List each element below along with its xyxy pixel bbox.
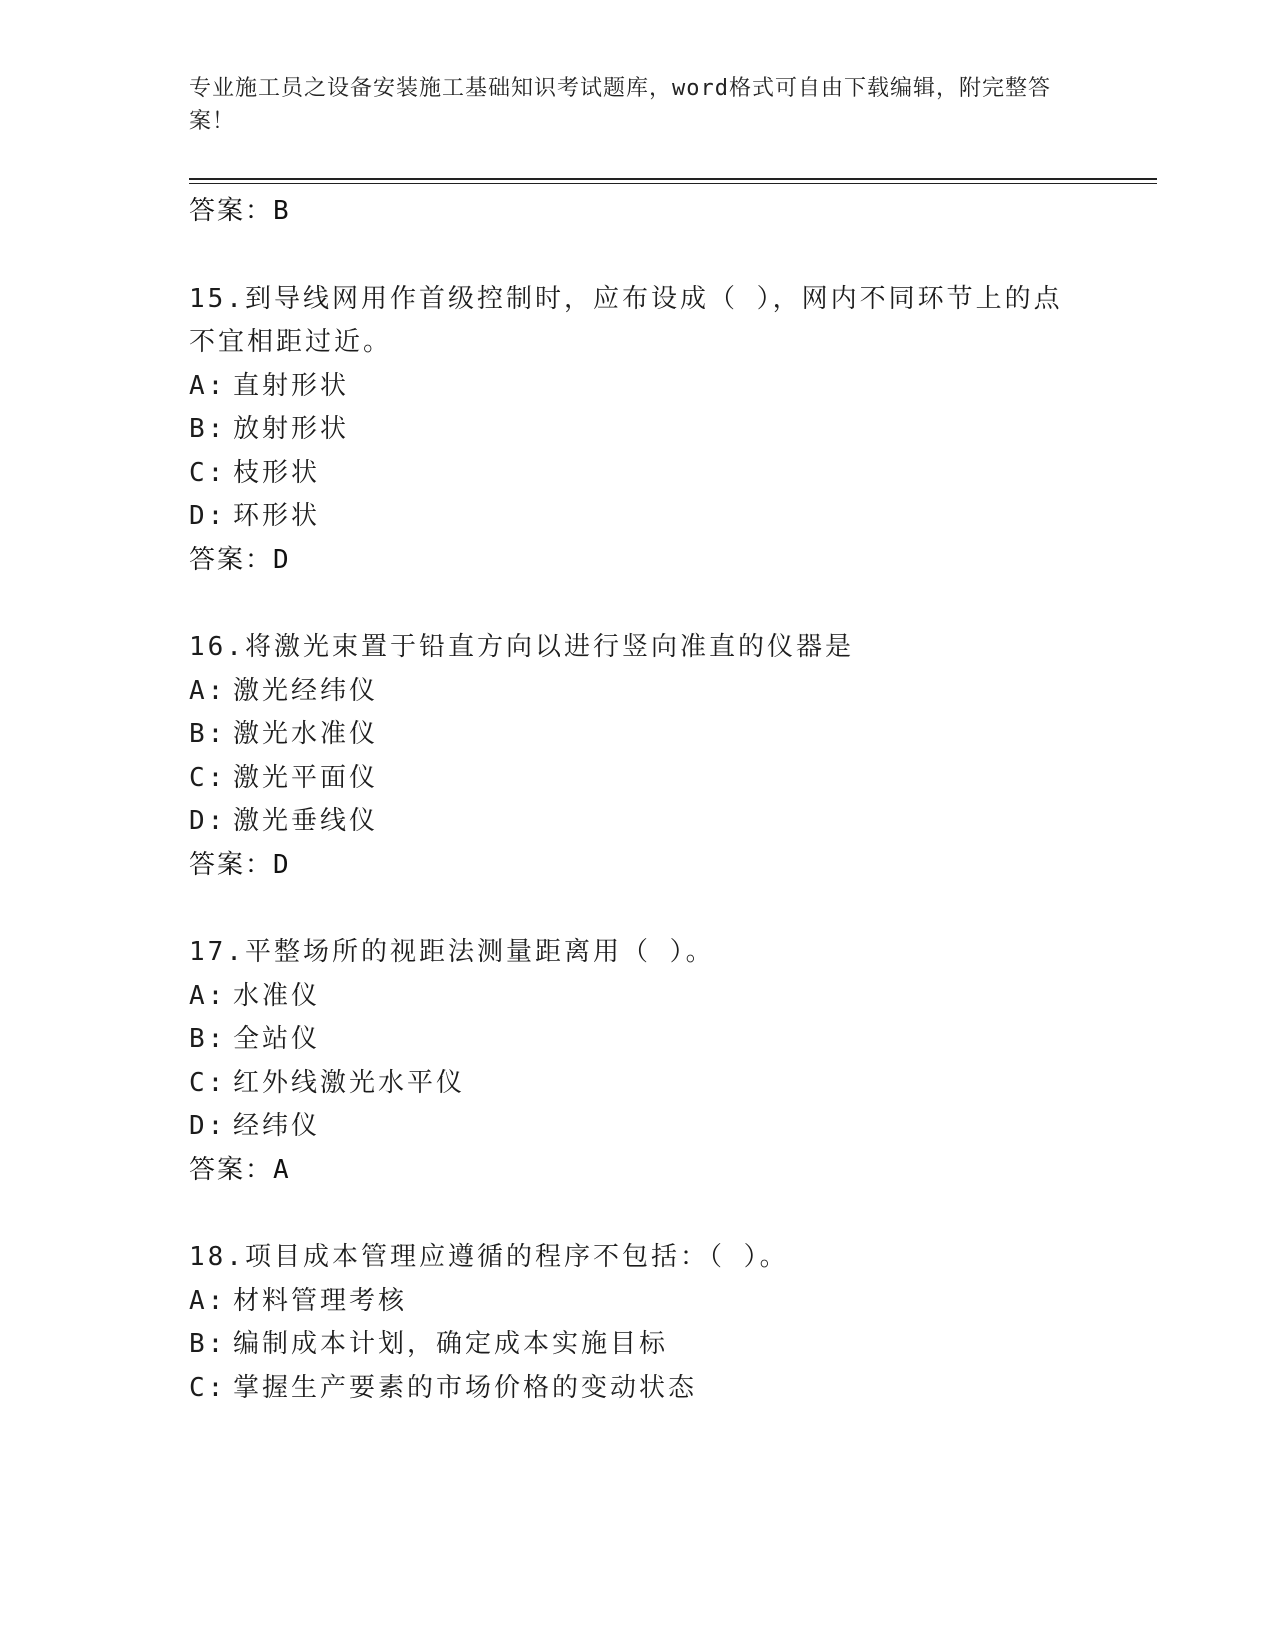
question-17-option-d bbox=[189, 1105, 320, 1142]
answer-line-15 bbox=[189, 539, 291, 576]
option-label: D: bbox=[189, 1111, 227, 1141]
question-18-line-1: 18.项目成本管理应遵循的程序不包括：（ ）。 bbox=[189, 1242, 789, 1272]
option-text: 编制成本计划，确定成本实施目标 bbox=[233, 1329, 669, 1359]
option-text: 材料管理考核 bbox=[233, 1286, 408, 1316]
question-15-option-d bbox=[189, 495, 320, 532]
question-18-option-c bbox=[189, 1367, 697, 1404]
option-label: C: bbox=[189, 763, 227, 793]
option-text: 掌握生产要素的市场价格的变动状态 bbox=[233, 1373, 698, 1403]
answer-value: B bbox=[273, 196, 291, 226]
answer-label: 答案： bbox=[189, 1155, 274, 1185]
question-15-option-b bbox=[189, 408, 349, 445]
answer-label: 答案： bbox=[189, 196, 274, 226]
question-16-option-d bbox=[189, 800, 378, 837]
option-label: A: bbox=[189, 676, 227, 706]
question-18-option-a bbox=[189, 1280, 407, 1317]
option-text: 激光平面仪 bbox=[233, 763, 379, 793]
option-label: D: bbox=[189, 501, 227, 531]
question-17-option-c bbox=[189, 1062, 465, 1099]
answer-line-14 bbox=[189, 190, 291, 227]
option-text: 枝形状 bbox=[233, 458, 321, 488]
question-15-option-c bbox=[189, 452, 320, 489]
answer-value: A bbox=[273, 1155, 291, 1185]
document-header: 专业施工员之设备安装施工基础知识考试题库，word格式可自由下载编辑，附完整答案！ bbox=[189, 76, 1051, 134]
option-label: B: bbox=[189, 719, 227, 749]
option-label: A: bbox=[189, 371, 227, 401]
question-18-option-b bbox=[189, 1323, 668, 1360]
answer-line-17 bbox=[189, 1149, 291, 1186]
option-label: B: bbox=[189, 414, 227, 444]
option-label: C: bbox=[189, 1068, 227, 1098]
option-label: D: bbox=[189, 806, 227, 836]
option-text: 水准仪 bbox=[233, 981, 321, 1011]
question-17-option-b bbox=[189, 1018, 320, 1055]
answer-label: 答案： bbox=[189, 850, 274, 880]
question-16-option-a bbox=[189, 670, 378, 707]
answer-value: D bbox=[273, 850, 291, 880]
option-text: 激光水准仪 bbox=[233, 719, 379, 749]
option-label: A: bbox=[189, 981, 227, 1011]
header-divider-thin bbox=[189, 183, 1157, 184]
question-15-line-1: 15.到导线网用作首级控制时，应布设成（ ），网内不同环节上的点 bbox=[189, 284, 1063, 314]
question-17-option-a bbox=[189, 975, 320, 1012]
question-16-option-b bbox=[189, 713, 378, 750]
option-label: C: bbox=[189, 1373, 227, 1403]
option-label: B: bbox=[189, 1024, 227, 1054]
answer-value: D bbox=[273, 545, 291, 575]
answer-label: 答案： bbox=[189, 545, 274, 575]
option-label: A: bbox=[189, 1286, 227, 1316]
answer-line-16 bbox=[189, 844, 291, 881]
option-text: 激光经纬仪 bbox=[233, 676, 379, 706]
question-15-option-a bbox=[189, 365, 349, 402]
option-text: 红外线激光水平仪 bbox=[233, 1068, 466, 1098]
option-text: 环形状 bbox=[233, 501, 321, 531]
question-15-line-2: 不宜相距过近。 bbox=[189, 327, 393, 357]
option-label: C: bbox=[189, 458, 227, 488]
question-17-line-1: 17.平整场所的视距法测量距离用（ ）。 bbox=[189, 937, 715, 967]
option-label: B: bbox=[189, 1329, 227, 1359]
header-divider-thick bbox=[189, 178, 1157, 180]
question-16-option-c bbox=[189, 757, 378, 794]
option-text: 直射形状 bbox=[233, 371, 350, 401]
option-text: 放射形状 bbox=[233, 414, 350, 444]
option-text: 全站仪 bbox=[233, 1024, 321, 1054]
option-text: 激光垂线仪 bbox=[233, 806, 379, 836]
option-text: 经纬仪 bbox=[233, 1111, 321, 1141]
question-16-line-1: 16.将激光束置于铅直方向以进行竖向准直的仪器是 bbox=[189, 632, 854, 662]
